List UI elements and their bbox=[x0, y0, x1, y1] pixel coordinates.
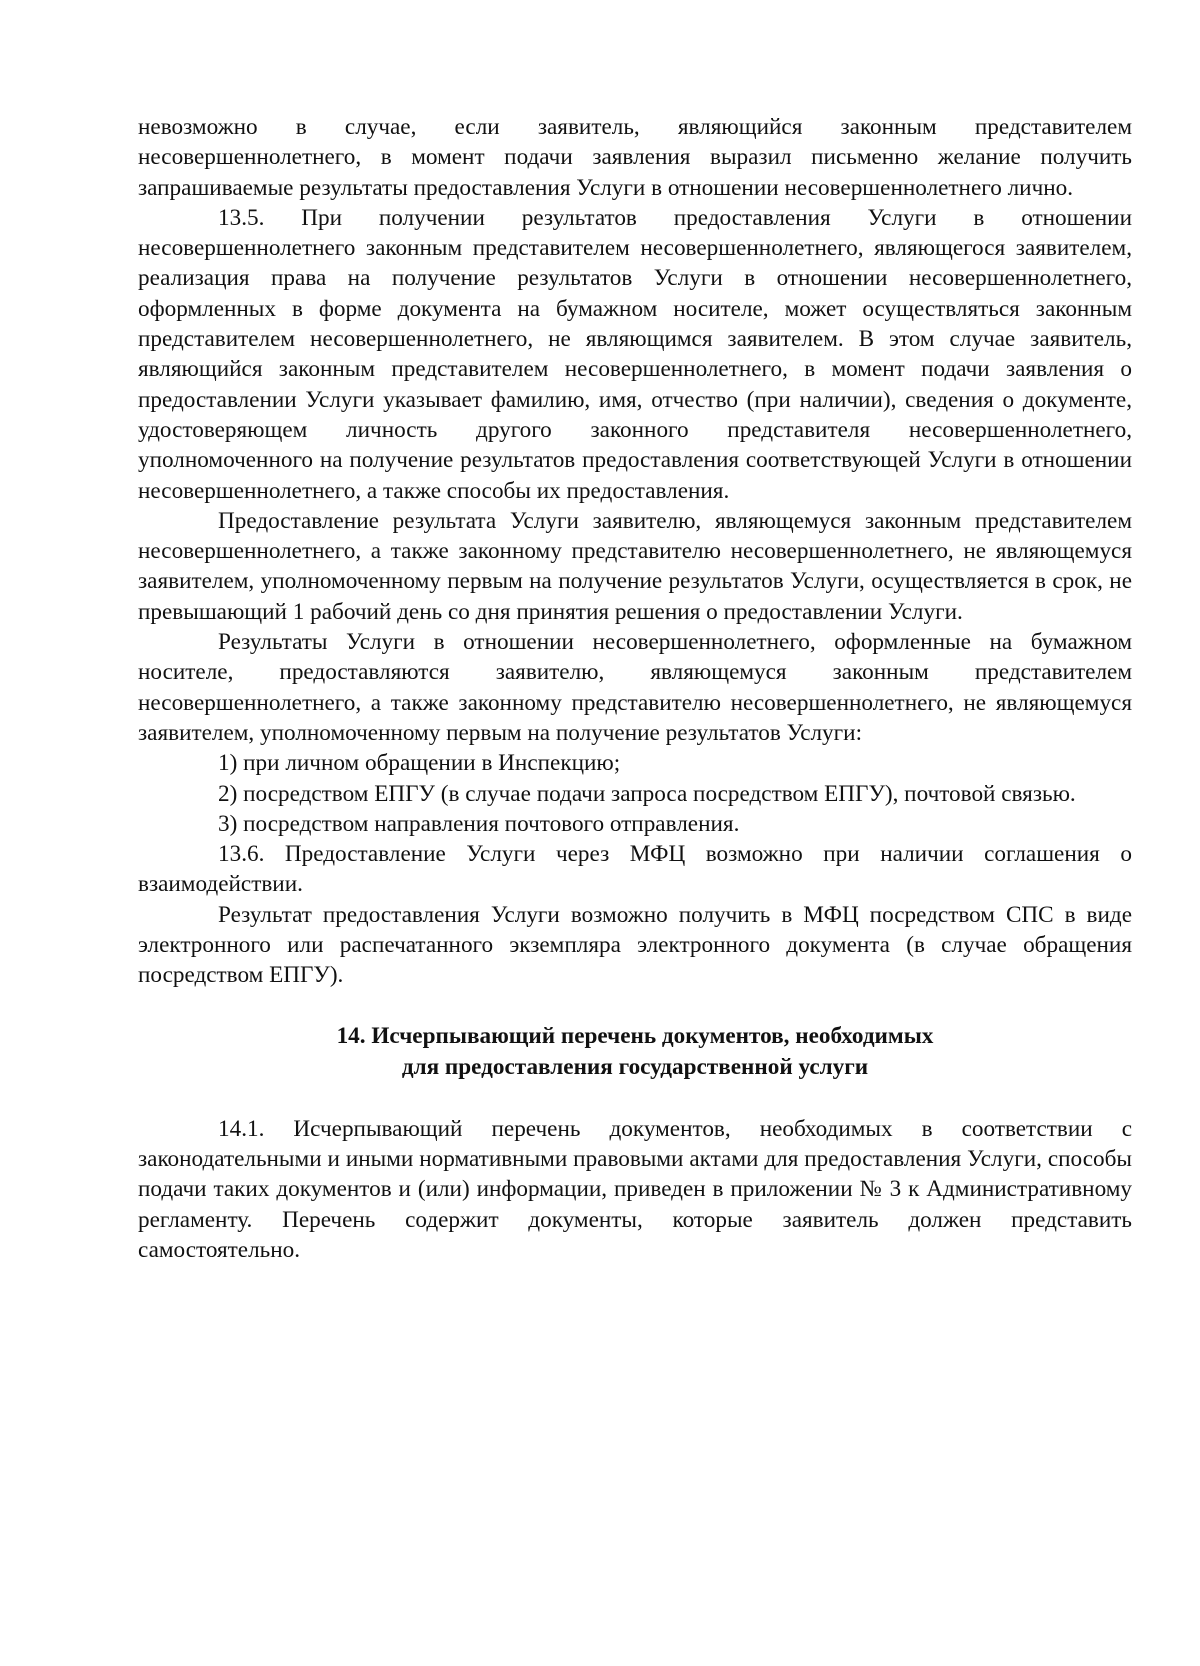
paragraph-14-1: 14.1. Исчерпывающий перечень документов, необходимых в соответствии с законодательными и иными нормативными правовыми актами для предоставления Услуги, способы подачи таких документов и (или) информации, приведен в приложении № 3 к Административному регламенту. Перечень содержит документы, которые заявитель должен представить самостоятельно. bbox=[138, 1115, 1132, 1263]
paragraph-continuation: невозможно в случае, если заявитель, являющийся законным представителем несовершеннолетнего, в момент подачи заявления выразил письменно желание получить запрашиваемые результаты предоставления Услуги в отношении несовершеннолетнего лично. bbox=[138, 114, 1132, 201]
document-body bbox=[138, 112, 1132, 1265]
section-heading-line-1: 14. Исчерпывающий перечень документов, необходимых bbox=[336, 1022, 934, 1049]
list-item-2: 2) посредством ЕПГУ (в случае подачи запроса посредством ЕПГУ), почтовой связью. bbox=[218, 780, 1076, 807]
paragraph-13-6: 13.6. Предоставление Услуги через МФЦ возможно при наличии соглашения о взаимодействии. bbox=[138, 841, 1132, 898]
section-heading-line-2: для предоставления государственной услуги bbox=[401, 1053, 869, 1080]
paragraph-mfc-result: Результат предоставления Услуги возможно получить в МФЦ посредством СПС в виде электронного или распечатанного экземпляра электронного документа (в случае обращения посредством ЕПГУ). bbox=[138, 901, 1132, 989]
section-heading-14 bbox=[138, 1021, 1132, 1083]
paragraph-13-5: 13.5. При получении результатов предоставления Услуги в отношении несовершеннолетнего законным представителем несовершеннолетнего, являющегося заявителем, реализация права на получение результатов Услуги в отношении несовершеннолетнего, оформленных в форме документа на бумажном носителе, может осуществляться законным представителем несовершеннолетнего, не являющимся заявителем. В этом случае заявитель, являющийся законным представителем несовершеннолетнего, в момент подачи заявления о предоставлении Услуги указывает фамилию, имя, отчество (при наличии), сведения о документе, удостоверяющем личность другого законного представителя несовершеннолетнего, уполномоченного на получение результатов предоставления соответствующей Услуги в отношении несовершеннолетнего, а также способы их предоставления. bbox=[138, 204, 1132, 504]
paragraph-provision-deadline: Предоставление результата Услуги заявителю, являющемуся законным представителем несовершеннолетнего, а также законному представителю несовершеннолетнего, не являющемуся заявителем, уполномоченному первым на получение результатов Услуги, осуществляется в срок, не превышающий 1 рабочий день со дня принятия решения о предоставлении Услуги. bbox=[138, 507, 1132, 625]
list-item-3: 3) посредством направления почтового отправления. bbox=[218, 810, 740, 837]
list-item-1: 1) при личном обращении в Инспекцию; bbox=[218, 750, 621, 777]
paragraph-results-paper: Результаты Услуги в отношении несовершеннолетнего, оформленные на бумажном носителе, предоставляются заявителю, являющемуся законным представителем несовершеннолетнего, а также законному представителю несовершеннолетнего, не являющемуся заявителем, уполномоченному первым на получение результатов Услуги: bbox=[138, 629, 1132, 746]
